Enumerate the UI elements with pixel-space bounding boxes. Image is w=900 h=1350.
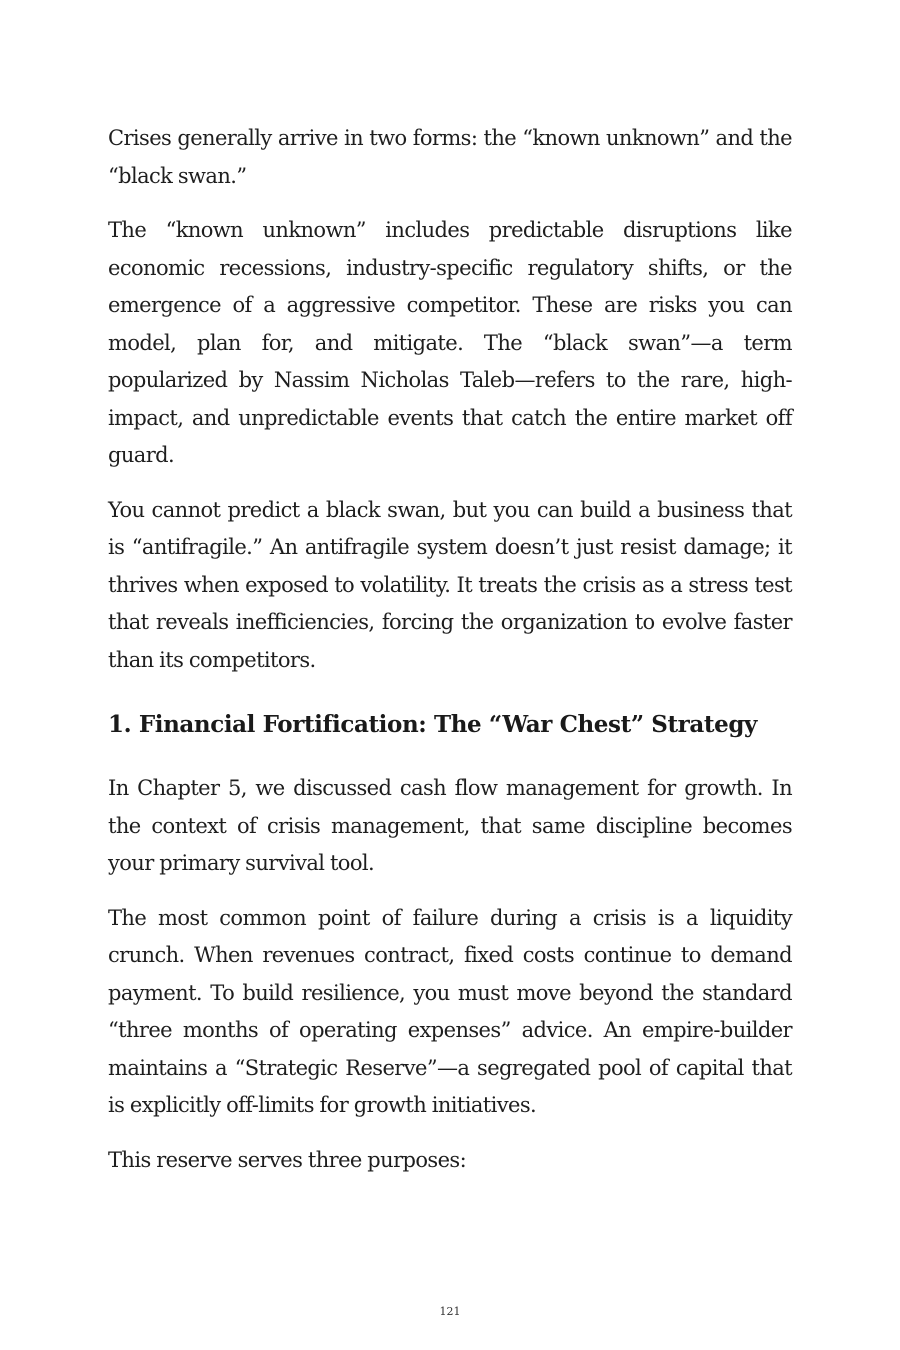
paragraph: The most common point of failure during a crisis is a liquidity crunch. When revenues contract, fixed costs continue to demand payment. To build resilience, you must move beyond the standard “three months of operating expenses” advice. An empire-builder maintains a “Strategic Reserve”—a segregated pool of capital that is explicitly off-limits for growth initiatives. <box>108 905 792 1117</box>
paragraph: The “known unknown” includes predictable disruptions like economic recessions, industry-specific regulatory shifts, or the emergence of a aggressive competitor. These are risks you can model, plan for, and mitigate. The “black swan”—a term popularized by Nassim Nicholas Taleb—refers to the rare, high-impact, and unpredictable events that catch the entire market off guard. <box>108 218 792 467</box>
paragraph: In Chapter 5, we discussed cash flow management for growth. In the context of crisis management, that same discipline becomes your primary survival tool. <box>108 776 792 875</box>
paragraph: Crises generally arrive in two forms: the “known unknown” and the “black swan.” <box>108 126 792 188</box>
paragraph: This reserve serves three purposes: <box>108 1147 467 1172</box>
section-heading: 1. Financial Fortification: The “War Chest” Strategy <box>108 711 758 738</box>
paragraph: You cannot predict a black swan, but you can build a business that is “antifragile.” An antifragile system doesn’t just resist damage; it thrives when exposed to volatility. It treats the crisis as a stress test that reveals inefficiencies, forcing the organization to evolve faster than its competitors. <box>108 497 792 672</box>
page-number: 121 <box>439 1305 461 1318</box>
page-body <box>108 120 792 1196</box>
